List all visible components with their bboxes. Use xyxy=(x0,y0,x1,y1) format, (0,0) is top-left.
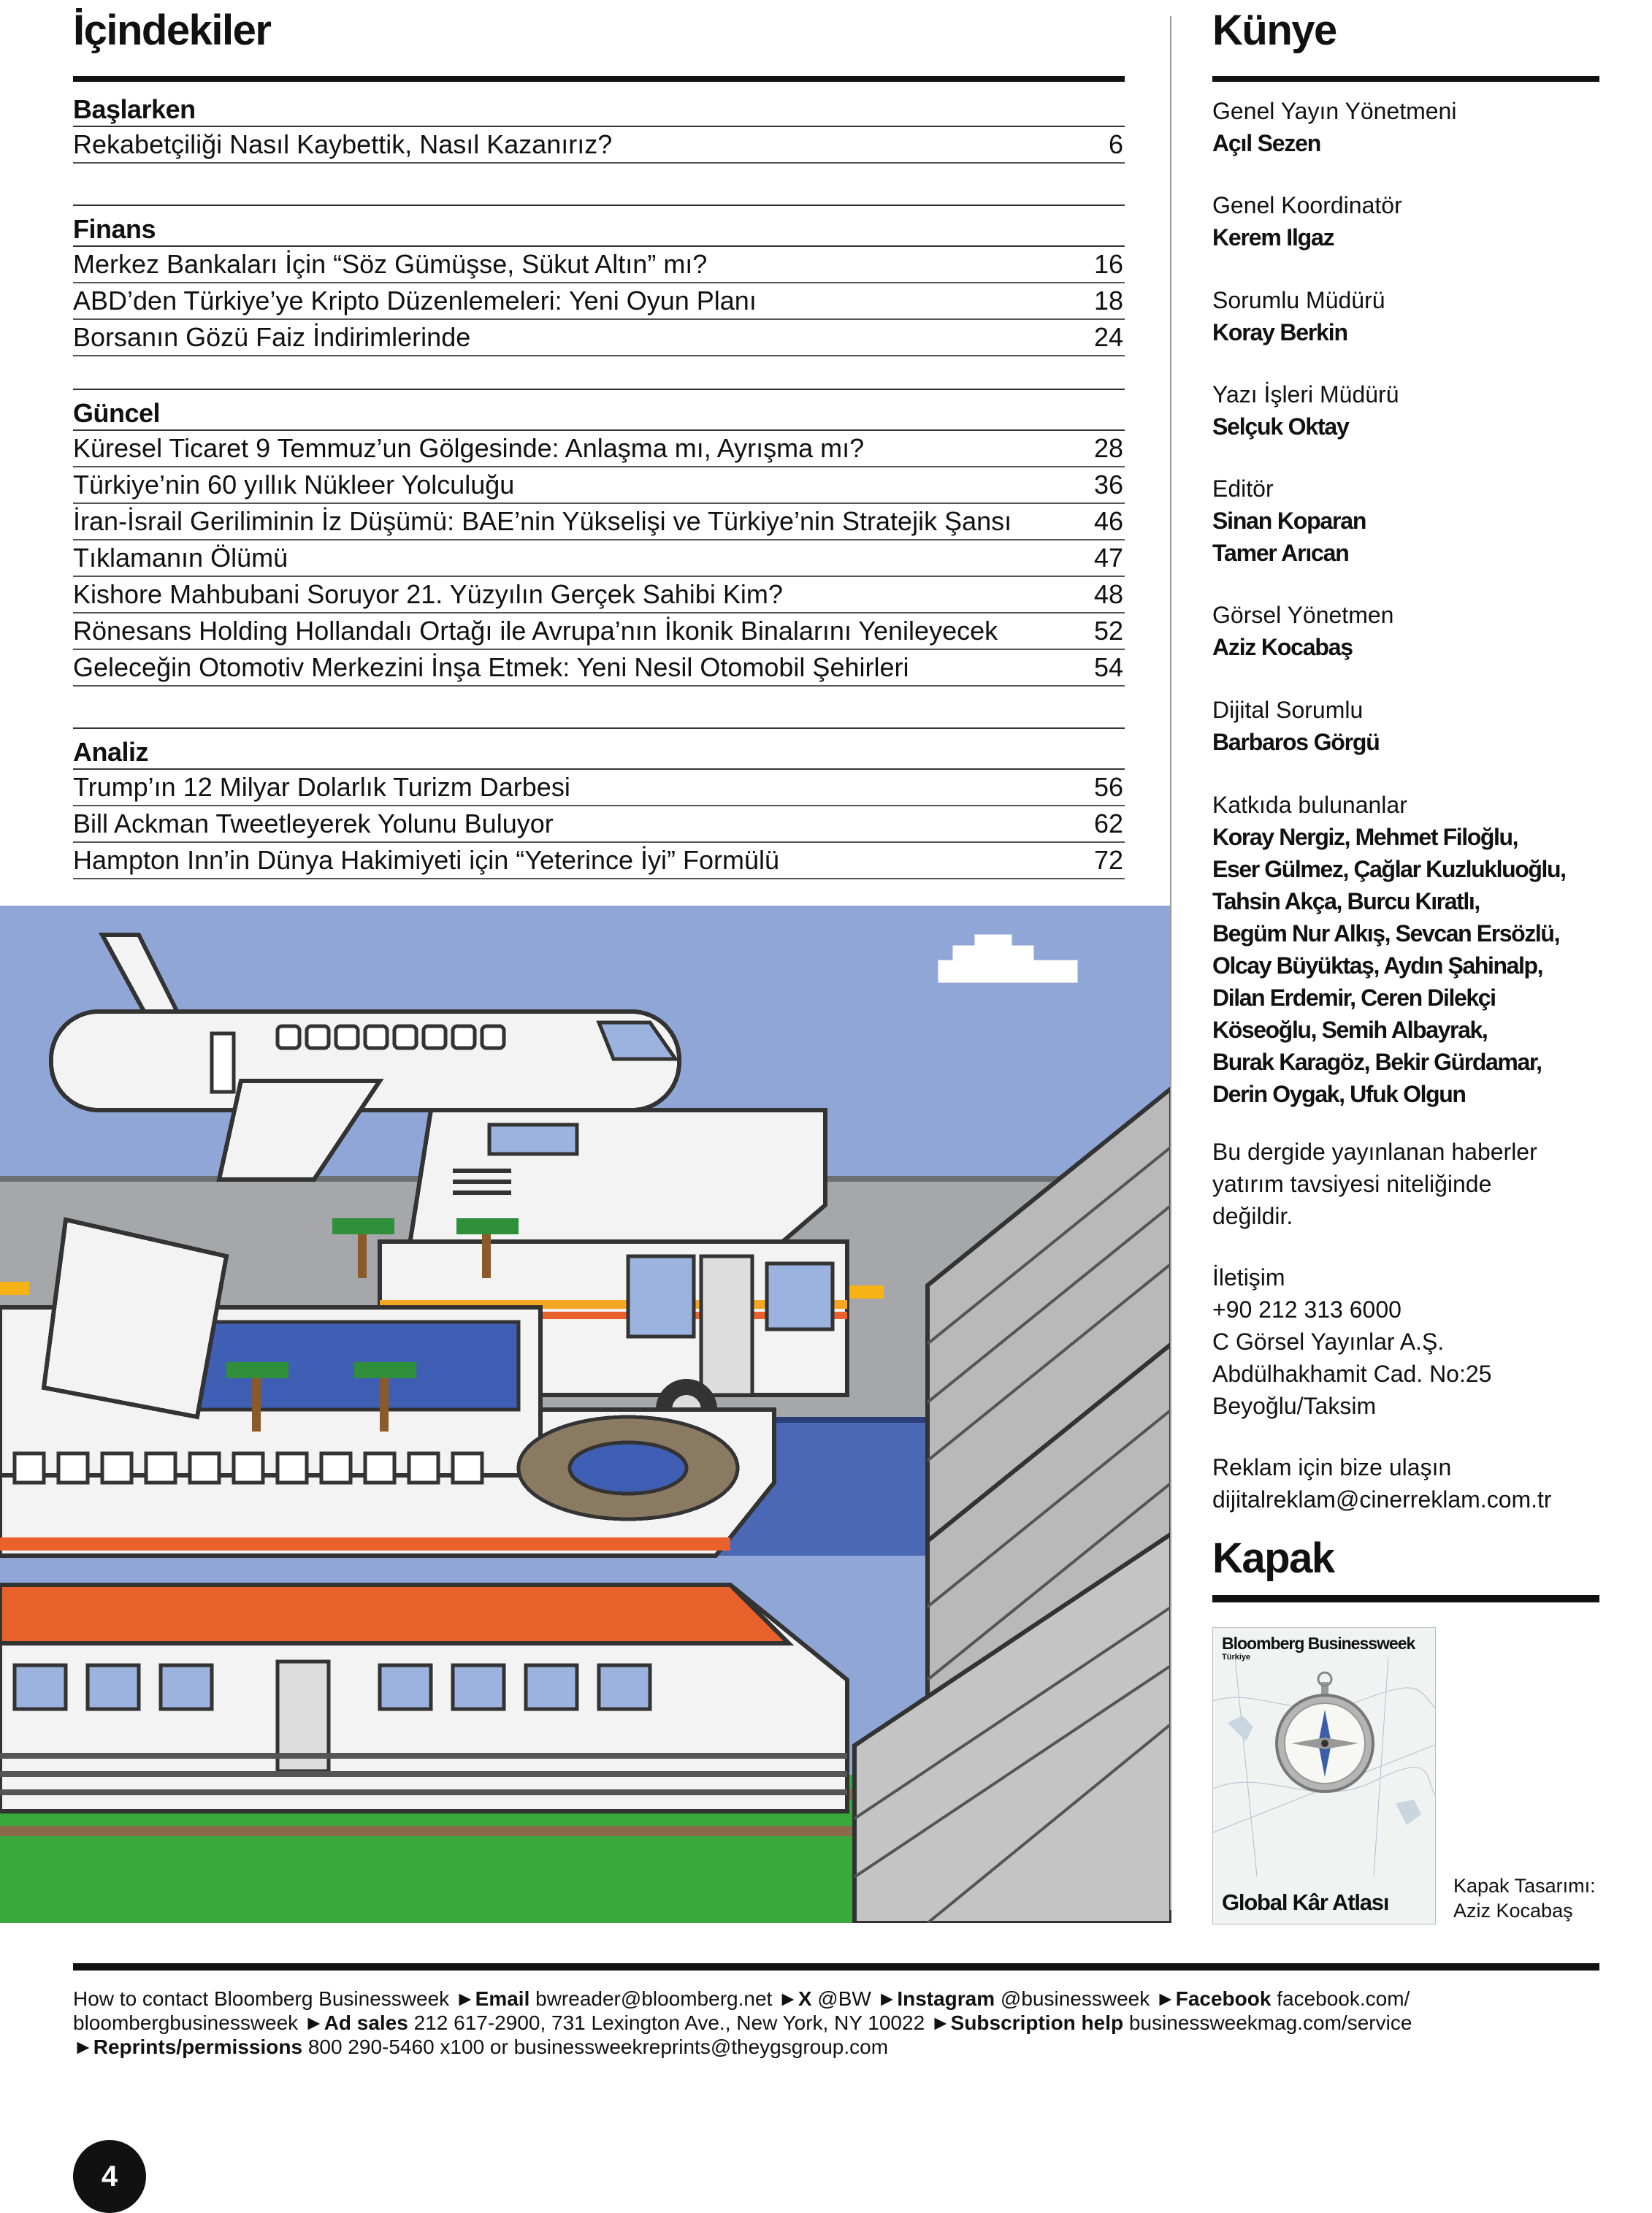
disclaimer xyxy=(1212,1136,1537,1232)
arrow-icon: ► xyxy=(778,1987,798,2010)
disclaimer-line: Bu dergide yayınlanan haberler xyxy=(1212,1139,1537,1165)
arrow-icon: ► xyxy=(454,1987,475,2010)
role-digital-manager xyxy=(1212,694,1380,758)
role-name: Koray Berkin xyxy=(1212,319,1347,345)
entry-page: 72 xyxy=(1093,845,1123,875)
entry-title: Trump’ın 12 Milyar Dolarlık Turizm Darbesi xyxy=(73,772,570,802)
role-name: Selçuk Oktay xyxy=(1212,413,1349,440)
ad-email-link[interactable]: dijitalreklam@cinerreklam.com.tr xyxy=(1212,1486,1552,1513)
entry-title: Hampton Inn’in Dünya Hakimiyeti için “Yeterince İyi” Formülü xyxy=(73,845,780,875)
masthead-heavy-rule xyxy=(1212,76,1599,82)
entry-title: Türkiye’nin 60 yıllık Nükleer Yolculuğu xyxy=(73,470,515,500)
entry-title: Bill Ackman Tweetleyerek Yolunu Buluyor xyxy=(73,809,554,838)
contributors-line: Eser Gülmez, Çağlar Kuzlukluoğlu, xyxy=(1212,856,1566,882)
compass-icon xyxy=(1213,1657,1435,1876)
facebook-label: Facebook xyxy=(1175,1987,1271,2010)
contact-address: Abdülhakhamit Cad. No:25 xyxy=(1212,1361,1492,1387)
role-managing-director xyxy=(1212,284,1385,348)
role-label: Editör xyxy=(1212,475,1274,502)
toc-entry[interactable] xyxy=(73,504,1125,540)
role-name: Açıl Sezen xyxy=(1212,130,1321,156)
subscription-label: Subscription help xyxy=(950,2011,1124,2034)
footer-line-2 xyxy=(73,2011,1599,2035)
toc-entry[interactable] xyxy=(73,320,1125,356)
contributors-line: Köseoğlu, Semih Albayrak, xyxy=(1212,1017,1488,1043)
entry-title: Rönesans Holding Hollandalı Ortağı ile Avrupa’nın İkonik Binalarını Yenileyecek xyxy=(73,616,998,646)
entry-title: Geleceğin Otomotiv Merkezini İnşa Etmek: Yeni Nesil Otomobil Şehirleri xyxy=(73,652,909,682)
role-label: Dijital Sorumlu xyxy=(1212,697,1364,723)
contact-footer xyxy=(73,1987,1599,2059)
cover-section-title: Kapak xyxy=(1212,1534,1334,1582)
toc-entry[interactable] xyxy=(73,431,1125,467)
entry-page: 36 xyxy=(1093,470,1123,500)
entry-page: 16 xyxy=(1093,249,1123,279)
x-link[interactable]: @BW xyxy=(817,1987,871,2010)
role-editor xyxy=(1212,473,1366,569)
entry-page: 18 xyxy=(1093,286,1123,316)
facebook-link[interactable]: facebook.com/ xyxy=(1277,1987,1410,2010)
role-editor-in-chief xyxy=(1212,95,1456,159)
entry-page: 28 xyxy=(1093,433,1123,463)
section-heading: Finans xyxy=(73,206,1125,247)
contributors-line: Derin Oygak, Ufuk Olgun xyxy=(1212,1081,1466,1107)
cover-credit-name: Aziz Kocabaş xyxy=(1453,1900,1573,1922)
toc-entry[interactable] xyxy=(73,540,1125,577)
adsales-info: 212 617-2900, 731 Lexington Ave., New York, NY 10022 xyxy=(413,2011,925,2034)
toc-entry[interactable] xyxy=(73,806,1125,843)
entry-title: İran-İsrail Geriliminin İz Düşümü: BAE’nin Yükselişi ve Türkiye’nin Stratejik Şansı xyxy=(73,506,1012,536)
entry-title: Rekabetçiliği Nasıl Kaybettik, Nasıl Kazanırız? xyxy=(73,129,613,159)
train-icon xyxy=(0,1585,847,1811)
contact-company: C Görsel Yayınlar A.Ş. xyxy=(1212,1329,1445,1355)
toc-entry[interactable] xyxy=(73,467,1125,504)
contributors-line: Burak Karagöz, Bekir Gürdamar, xyxy=(1212,1049,1542,1075)
arrow-icon: ► xyxy=(73,2036,93,2058)
cover-edition: Türkiye xyxy=(1222,1653,1251,1662)
toc-entry[interactable] xyxy=(73,650,1125,687)
footer-heavy-rule xyxy=(73,1963,1599,1971)
contributors-line: Olcay Büyüktaş, Aydın Şahinalp, xyxy=(1212,952,1543,979)
toc-heavy-rule xyxy=(73,76,1125,82)
contact xyxy=(1212,1261,1491,1422)
toc-entry[interactable] xyxy=(73,614,1125,650)
toc-entry[interactable] xyxy=(73,283,1125,320)
cover-credit-label: Kapak Tasarımı: xyxy=(1453,1875,1596,1897)
role-name: Aziz Kocabaş xyxy=(1212,634,1353,660)
section-heading: Başlarken xyxy=(73,86,1125,127)
masthead-title: Künye xyxy=(1212,7,1336,54)
cover-thumbnail[interactable] xyxy=(1212,1627,1436,1925)
footer-line-3 xyxy=(73,2035,1599,2059)
footer-line-1 xyxy=(73,1987,1599,2011)
adsales-label: Ad sales xyxy=(324,2011,408,2034)
contributors xyxy=(1212,789,1566,1110)
toc-entry[interactable] xyxy=(73,127,1125,164)
entry-page: 47 xyxy=(1093,543,1123,573)
arrow-icon: ► xyxy=(303,2011,324,2034)
disclaimer-line: yatırım tavsiyesi niteliğinde xyxy=(1212,1171,1492,1197)
entry-page: 56 xyxy=(1093,772,1123,802)
section-heading: Analiz xyxy=(73,729,1125,770)
role-label: Görsel Yönetmen xyxy=(1212,602,1394,628)
email-label: Email xyxy=(475,1987,530,2010)
entry-title: Merkez Bankaları İçin “Söz Gümüşse, Sükut Altın” mı? xyxy=(73,249,708,279)
page-number: 4 xyxy=(73,2140,146,2213)
entry-page: 6 xyxy=(1108,129,1123,159)
toc-entry[interactable] xyxy=(73,577,1125,614)
toc-section-finans xyxy=(73,205,1125,356)
entry-page: 52 xyxy=(1093,616,1123,646)
toc-section-baslarken xyxy=(73,86,1125,164)
role-editorial-manager xyxy=(1212,378,1399,443)
footer-intro: How to contact Bloomberg Businessweek xyxy=(73,1987,450,2010)
toc-section-guncel xyxy=(73,389,1125,687)
reprints-info: 800 290-5460 x100 or businessweekreprints@theygsgroup.com xyxy=(307,2036,889,2058)
arrow-icon: ► xyxy=(930,2011,951,2034)
entry-title: Borsanın Gözü Faiz İndirimlerinde xyxy=(73,322,471,352)
toc-title: İçindekiler xyxy=(73,7,271,54)
facebook-link-cont[interactable]: bloombergbusinessweek xyxy=(73,2011,299,2034)
instagram-label: Instagram xyxy=(897,1987,995,2010)
cover-heavy-rule xyxy=(1212,1595,1599,1602)
entry-title: Küresel Ticaret 9 Temmuz’un Gölgesinde: Anlaşma mı, Ayrışma mı? xyxy=(73,433,865,463)
reprints-label: Reprints/permissions xyxy=(93,2036,303,2058)
column-divider xyxy=(1170,16,1171,1910)
advertising xyxy=(1212,1451,1552,1516)
toc-section-analiz xyxy=(73,727,1125,879)
entry-page: 48 xyxy=(1093,579,1123,609)
role-label: Yazı İşleri Müdürü xyxy=(1212,381,1399,408)
role-label: Sorumlu Müdürü xyxy=(1212,287,1385,313)
arrow-icon: ► xyxy=(1155,1987,1176,2010)
arrow-icon: ► xyxy=(876,1987,898,2010)
entry-page: 46 xyxy=(1093,506,1123,536)
disclaimer-line: değildir. xyxy=(1212,1203,1293,1229)
role-label: Genel Koordinatör xyxy=(1212,192,1402,218)
contributors-line: Tahsin Akça, Burcu Kıratlı, xyxy=(1212,888,1480,914)
x-label: X xyxy=(798,1987,812,2010)
contributors-line: Koray Nergiz, Mehmet Filoğlu, xyxy=(1212,824,1518,850)
role-label: Genel Yayın Yönetmeni xyxy=(1212,98,1457,124)
entry-page: 24 xyxy=(1093,322,1123,352)
contributors-label: Katkıda bulunanlar xyxy=(1212,792,1407,818)
contributors-names xyxy=(1212,821,1566,1110)
role-art-director xyxy=(1212,599,1393,663)
role-name: Sinan Koparan xyxy=(1212,508,1366,534)
section-heading: Güncel xyxy=(73,390,1125,431)
toc-entry[interactable] xyxy=(73,770,1125,806)
entry-title: Tıklamanın Ölümü xyxy=(73,543,288,573)
contributors-line: Dilan Erdemir, Ceren Dilekçi xyxy=(1212,985,1496,1011)
pixel-art-illustration xyxy=(0,906,1171,1923)
role-name: Kerem Ilgaz xyxy=(1212,224,1334,251)
cover-headline: Global Kâr Atlası xyxy=(1222,1889,1389,1915)
email-link[interactable]: bwreader@bloomberg.net xyxy=(535,1987,773,2010)
ad-label: Reklam için bize ulaşın xyxy=(1212,1454,1452,1480)
entry-page: 62 xyxy=(1093,809,1123,838)
cover-credit xyxy=(1453,1873,1596,1923)
illustration-svg xyxy=(0,906,1171,1923)
toc-entry[interactable] xyxy=(73,247,1125,283)
contributors-line: Begüm Nur Alkış, Sevcan Ersözlü, xyxy=(1212,920,1560,947)
contact-phone[interactable]: +90 212 313 6000 xyxy=(1212,1296,1401,1323)
subscription-link[interactable]: businessweekmag.com/service xyxy=(1128,2011,1412,2034)
entry-title: ABD’den Türkiye’ye Kripto Düzenlemeleri: Yeni Oyun Planı xyxy=(73,286,757,316)
role-general-coordinator xyxy=(1212,189,1402,253)
instagram-link[interactable]: @businessweek xyxy=(1000,1987,1150,2010)
cover-brand: Bloomberg Businessweek xyxy=(1222,1634,1415,1653)
toc-entry[interactable] xyxy=(73,843,1125,879)
contact-label: İletişim xyxy=(1212,1264,1285,1291)
role-name: Barbaros Görgü xyxy=(1212,729,1380,755)
contact-district: Beyoğlu/Taksim xyxy=(1212,1393,1377,1419)
role-name: Tamer Arıcan xyxy=(1212,540,1349,566)
entry-title: Kishore Mahbubani Soruyor 21. Yüzyılın Gerçek Sahibi Kim? xyxy=(73,579,783,609)
entry-page: 54 xyxy=(1093,652,1123,682)
